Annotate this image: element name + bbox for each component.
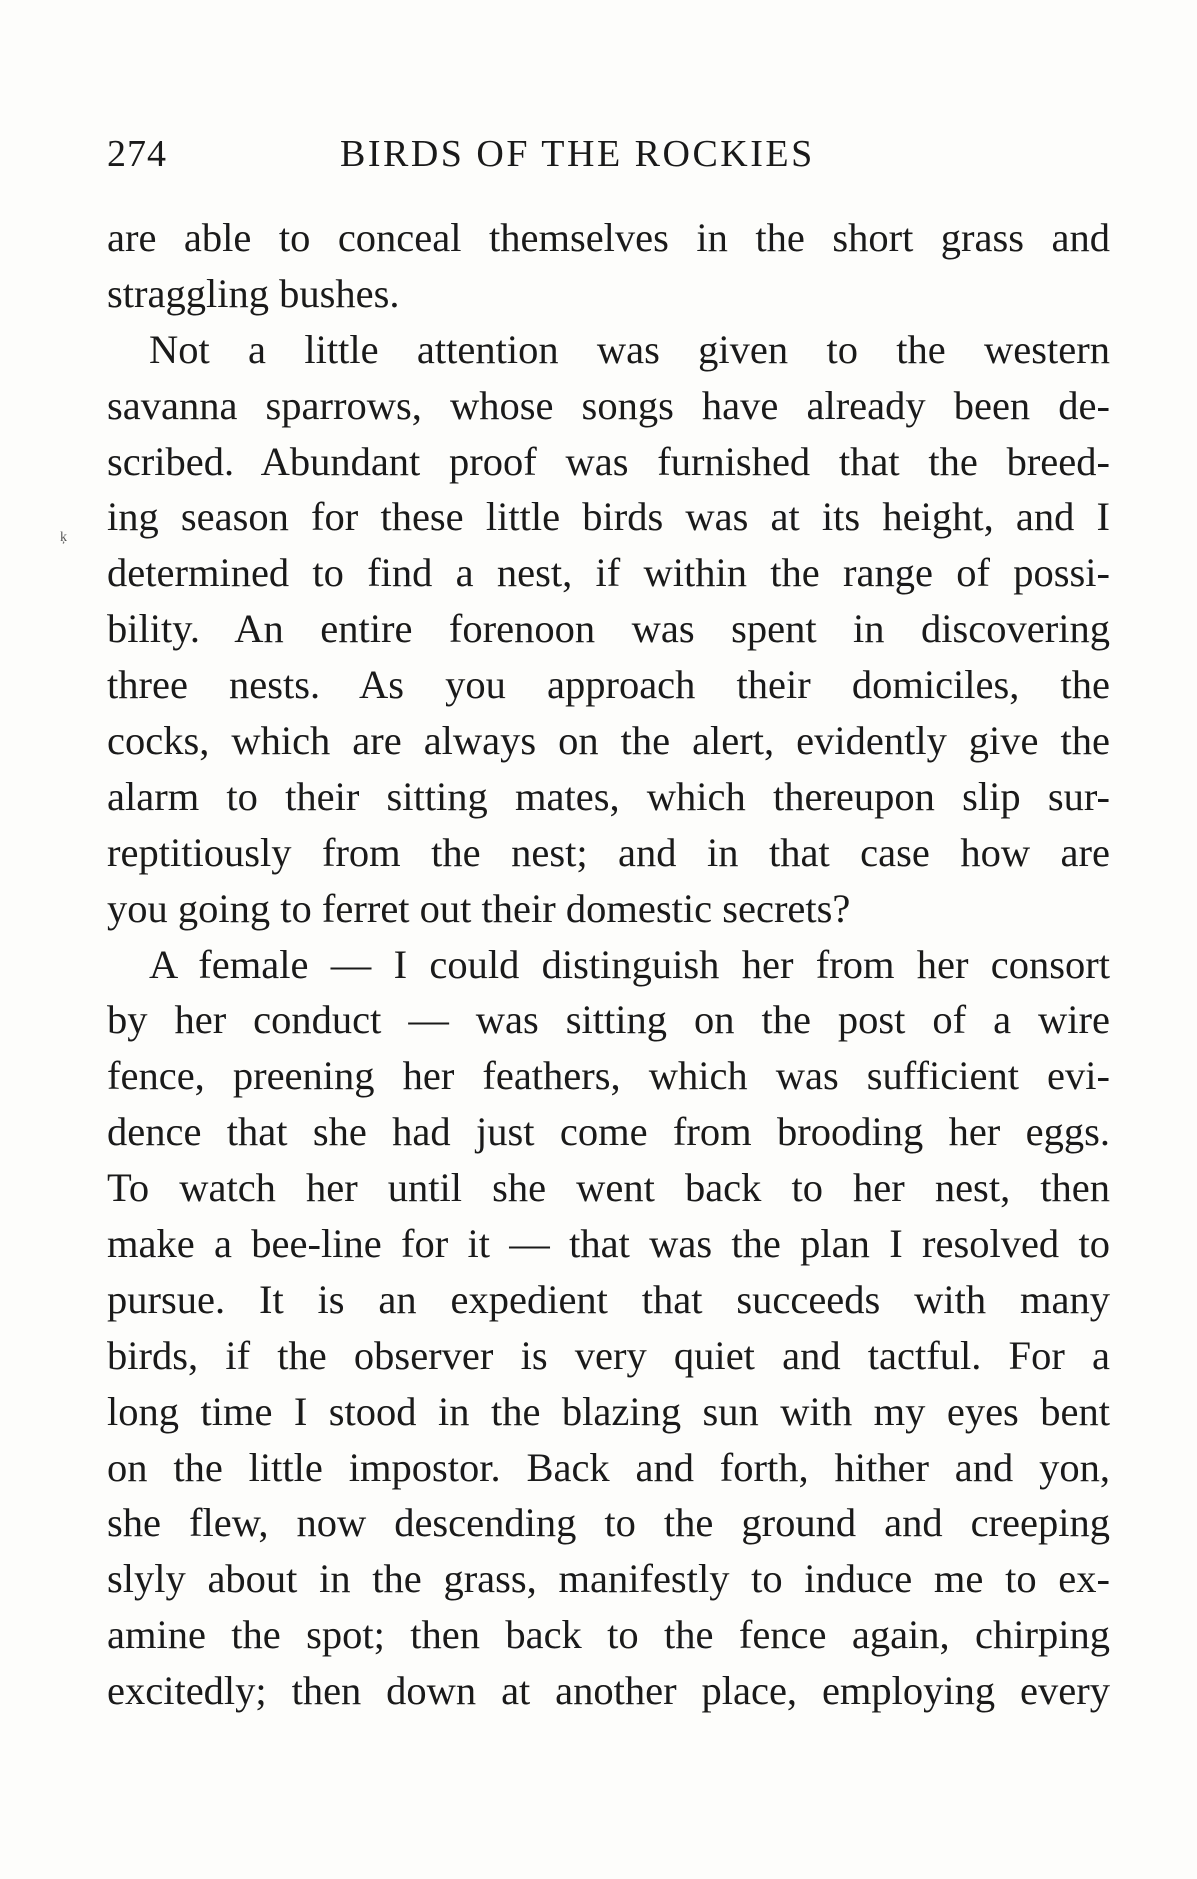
page-header: [107, 132, 1107, 182]
text-line: reptitiously from the nest; and in that case how are: [107, 829, 1110, 875]
page-number: 274: [107, 133, 167, 175]
text-line: slyly about in the grass, manifestly to induce me to ex-: [107, 1556, 1110, 1602]
text-line: fence, preening her feathers, which was sufficient evi-: [107, 1053, 1110, 1099]
text-line: are able to conceal themselves in the short grass and: [107, 215, 1110, 260]
text-line: cocks, which are always on the alert, evidently give the: [107, 718, 1110, 764]
text-line: make a bee-line for it — that was the plan I resolved to: [107, 1221, 1110, 1267]
running-head: BIRDS OF THE ROCKIES: [340, 133, 815, 175]
text-line: dence that she had just come from brooding her eggs.: [107, 1109, 1110, 1155]
text-line: on the little impostor. Back and forth, hither and yon,: [107, 1444, 1110, 1490]
text-line: ing season for these little birds was at its height, and I: [107, 494, 1110, 540]
text-line: straggling bushes.: [107, 270, 400, 316]
text-line: three nests. As you approach their domiciles, the: [107, 662, 1110, 708]
text-line: A female — I could distinguish her from her consort: [149, 941, 1110, 987]
text-line: long time I stood in the blazing sun with my eyes bent: [107, 1388, 1110, 1434]
text-line: Not a little attention was given to the western: [149, 326, 1110, 372]
text-line: alarm to their sitting mates, which thereupon slip sur-: [107, 773, 1110, 819]
text-line: birds, if the observer is very quiet and tactful. For a: [107, 1332, 1110, 1378]
text-line: To watch her until she went back to her nest, then: [107, 1165, 1110, 1211]
text-line: excitedly; then down at another place, employing every: [107, 1668, 1110, 1714]
text-line: pursue. It is an expedient that succeeds with many: [107, 1276, 1110, 1322]
text-line: amine the spot; then back to the fence again, chirping: [107, 1612, 1110, 1658]
text-line: savanna sparrows, whose songs have already been de-: [107, 382, 1110, 428]
body-text: [107, 210, 1110, 1719]
margin-mark: ķ: [60, 530, 67, 545]
text-line: she flew, now descending to the ground and creeping: [107, 1500, 1110, 1546]
text-line: scribed. Abundant proof was furnished that the breed-: [107, 438, 1110, 484]
text-line: bility. An entire forenoon was spent in discovering: [107, 606, 1110, 652]
text-line: you going to ferret out their domestic secrets?: [107, 885, 851, 931]
text-line: by her conduct — was sitting on the post of a wire: [107, 997, 1110, 1043]
text-line: determined to find a nest, if within the range of possi-: [107, 550, 1110, 596]
